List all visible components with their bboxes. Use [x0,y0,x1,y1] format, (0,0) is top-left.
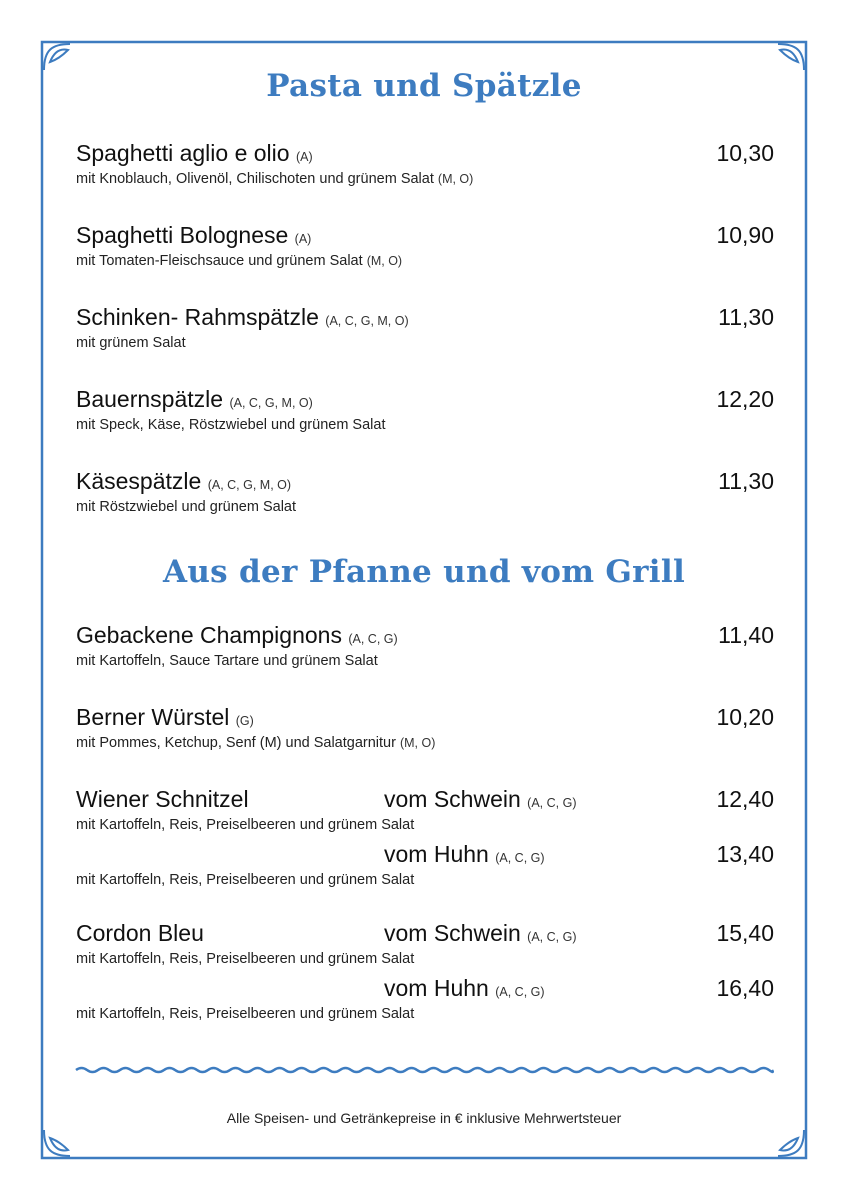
menu-item [76,704,774,752]
menu-item [76,386,774,434]
description-allergens: (M, O) [437,172,474,186]
item-price: 10,20 [716,704,774,730]
item-description: mit Kartoffeln, Reis, Preiselbeeren und grünem Salat [76,1006,415,1022]
menu-item [76,786,774,889]
item-name: Schinken- Rahmspätzle [76,304,319,330]
footer-note: Alle Speisen- und Getränkepreise in € inklusive Mehrwertsteuer [226,1110,622,1126]
item-price: 12,20 [716,386,774,412]
item-price: 15,40 [716,920,774,946]
menu-item [76,920,774,1023]
variant-allergens: (A, C, G) [527,930,577,944]
item-allergens: (G) [235,714,254,728]
item-price: 16,40 [716,975,774,1001]
item-description: mit Kartoffeln, Reis, Preiselbeeren und grünem Salat [76,951,415,967]
item-description: mit Speck, Käse, Röstzwiebel und grünem Salat [76,417,386,433]
variant-allergens: (A, C, G) [495,985,545,999]
item-price: 11,40 [718,622,774,648]
description-allergens: (M, O) [366,254,403,268]
item-description: mit Pommes, Ketchup, Senf (M) und Salatgarnitur [76,735,396,751]
item-price: 12,40 [716,786,774,812]
menu-item [76,304,774,352]
variant-label: vom Huhn [384,975,489,1001]
item-description: mit Kartoffeln, Reis, Preiselbeeren und grünem Salat [76,872,415,888]
variant-allergens: (A, C, G) [495,851,545,865]
corner-ornament-top-right-icon [778,44,804,70]
item-description: mit Kartoffeln, Sauce Tartare und grünem Salat [76,653,378,669]
item-description: mit Tomaten-Fleischsauce und grünem Salat [76,253,363,269]
menu-item [76,140,774,188]
item-description: mit Kartoffeln, Reis, Preiselbeeren und grünem Salat [76,817,415,833]
wave-divider [76,1068,773,1072]
item-name: Käsespätzle [76,468,202,494]
item-allergens: (A, C, G, M, O) [325,314,409,328]
item-name: Berner Würstel [76,704,230,730]
item-price: 11,30 [718,468,774,494]
item-allergens: (A) [294,232,312,246]
item-name: Bauernspätzle [76,386,224,412]
section-title-pasta: Pasta und Spätzle [266,68,582,104]
corner-ornament-bottom-left-icon [44,1130,70,1156]
menu-item [76,222,774,270]
variant-label: vom Schwein [384,786,521,812]
item-allergens: (A, C, G, M, O) [207,478,292,492]
item-description: mit grünem Salat [76,335,186,351]
description-allergens: (M, O) [399,736,436,750]
menu-item [76,622,774,670]
variant-label: vom Huhn [384,841,489,867]
variant-label: vom Schwein [384,920,521,946]
item-name: Spaghetti aglio e olio [76,140,290,166]
item-allergens: (A, C, G) [348,632,398,646]
menu-item [76,468,774,516]
variant-allergens: (A, C, G) [527,796,577,810]
item-description: mit Röstzwiebel und grünem Salat [76,499,297,515]
item-description: mit Knoblauch, Olivenöl, Chilischoten und grünem Salat [76,171,434,187]
corner-ornament-top-left-icon [44,44,70,70]
item-name: Spaghetti Bolognese [76,222,289,248]
item-name: Wiener Schnitzel [76,786,249,812]
corner-ornament-bottom-right-icon [778,1130,804,1156]
item-price: 11,30 [718,304,774,330]
section-title-grill: Aus der Pfanne und vom Grill [162,554,686,590]
item-name: Gebackene Champignons [76,622,342,648]
item-name: Cordon Bleu [76,920,204,946]
item-allergens: (A, C, G, M, O) [229,396,313,410]
item-price: 10,90 [716,222,774,248]
item-price: 10,30 [716,140,774,166]
item-allergens: (A) [295,150,313,164]
item-price: 13,40 [716,841,774,867]
